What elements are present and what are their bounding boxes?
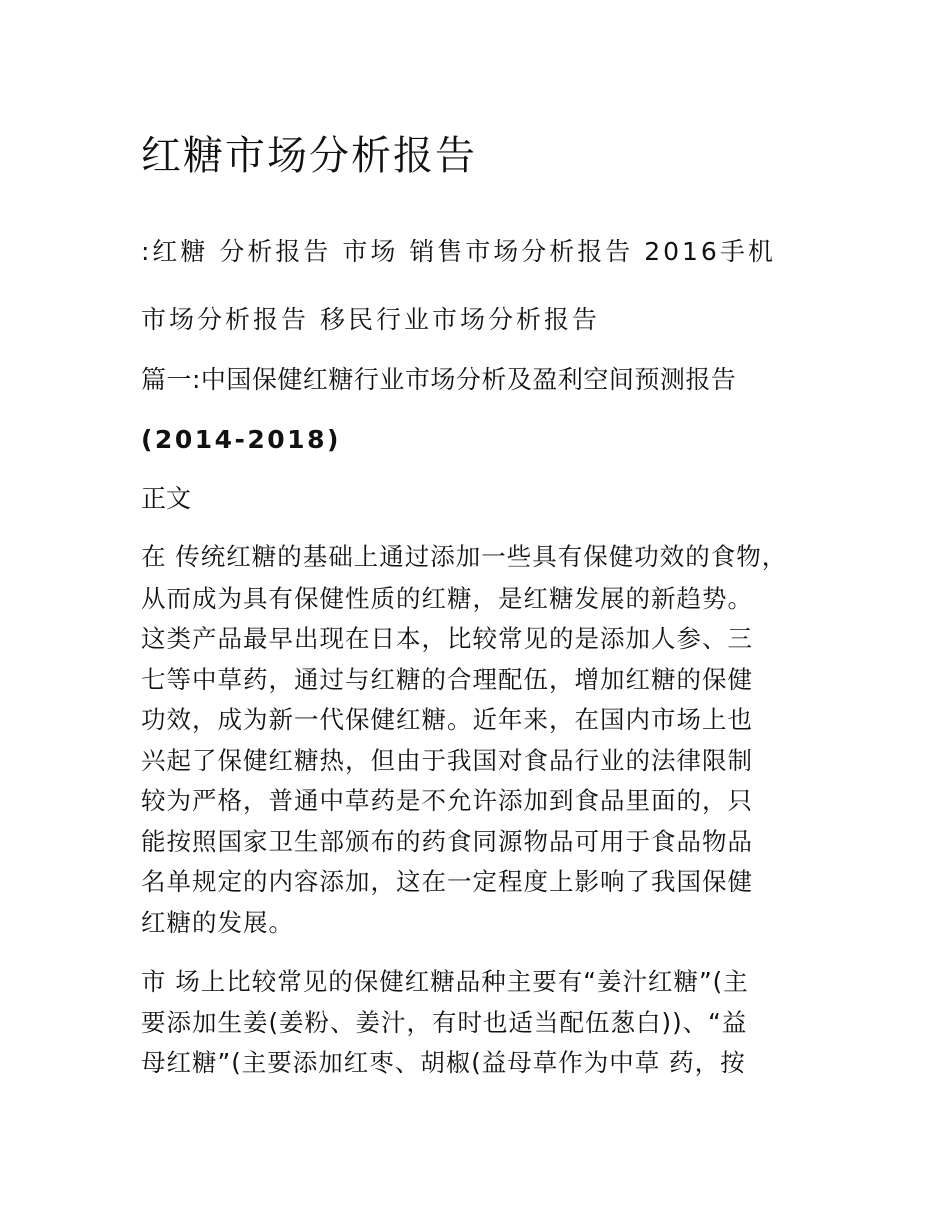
paragraph-line: 市 场上比较常见的保健红糖品种主要有“姜汁红糖”(主 (141, 967, 749, 996)
paragraph-line: 这类产品最早出现在日本，比较常见的是添加人参、三 (141, 624, 753, 653)
paragraph-line: 兴起了保健红糖热，但由于我国对食品行业的法律限制 (141, 746, 753, 775)
document-title: 红糖市场分析报告 (141, 133, 477, 179)
keywords-line-2: 市场分析报告 移民行业市场分析报告 (141, 305, 600, 334)
paragraph-line: 红糖的发展。 (141, 908, 294, 937)
paragraph-line: 名单规定的内容添加，这在一定程度上影响了我国保健 (141, 867, 753, 896)
paragraph-line: 母红糖”(主要添加红枣、胡椒(益母草作为中草 药，按 (141, 1048, 746, 1077)
paragraph-line: 在 传统红糖的基础上通过添加一些具有保健功效的食物， (141, 542, 788, 571)
section-heading-line-2: (2014-2018) (141, 425, 341, 454)
paragraph-line: 七等中草药，通过与红糖的合理配伍，增加红糖的保健 (141, 665, 753, 694)
section-heading-line-1: 篇一:中国保健红糖行业市场分析及盈利空间预测报告 (141, 365, 737, 394)
paragraph-line: 要添加生姜(姜粉、姜汁，有时也适当配伍葱白))、“益 (141, 1008, 748, 1037)
paragraph-line: 较为严格，普通中草药是不允许添加到食品里面的，只 (141, 786, 753, 815)
keywords-line-1: :红糖 分析报告 市场 销售市场分析报告 2016手机 (141, 237, 776, 266)
paragraph-line: 功效，成为新一代保健红糖。近年来，在国内市场上也 (141, 705, 753, 734)
body-label: 正文 (141, 484, 192, 513)
paragraph-line: 能按照国家卫生部颁布的药食同源物品可用于食品物品 (141, 827, 753, 856)
paragraph-line: 从而成为具有保健性质的红糖，是红糖发展的新趋势。 (141, 584, 753, 613)
